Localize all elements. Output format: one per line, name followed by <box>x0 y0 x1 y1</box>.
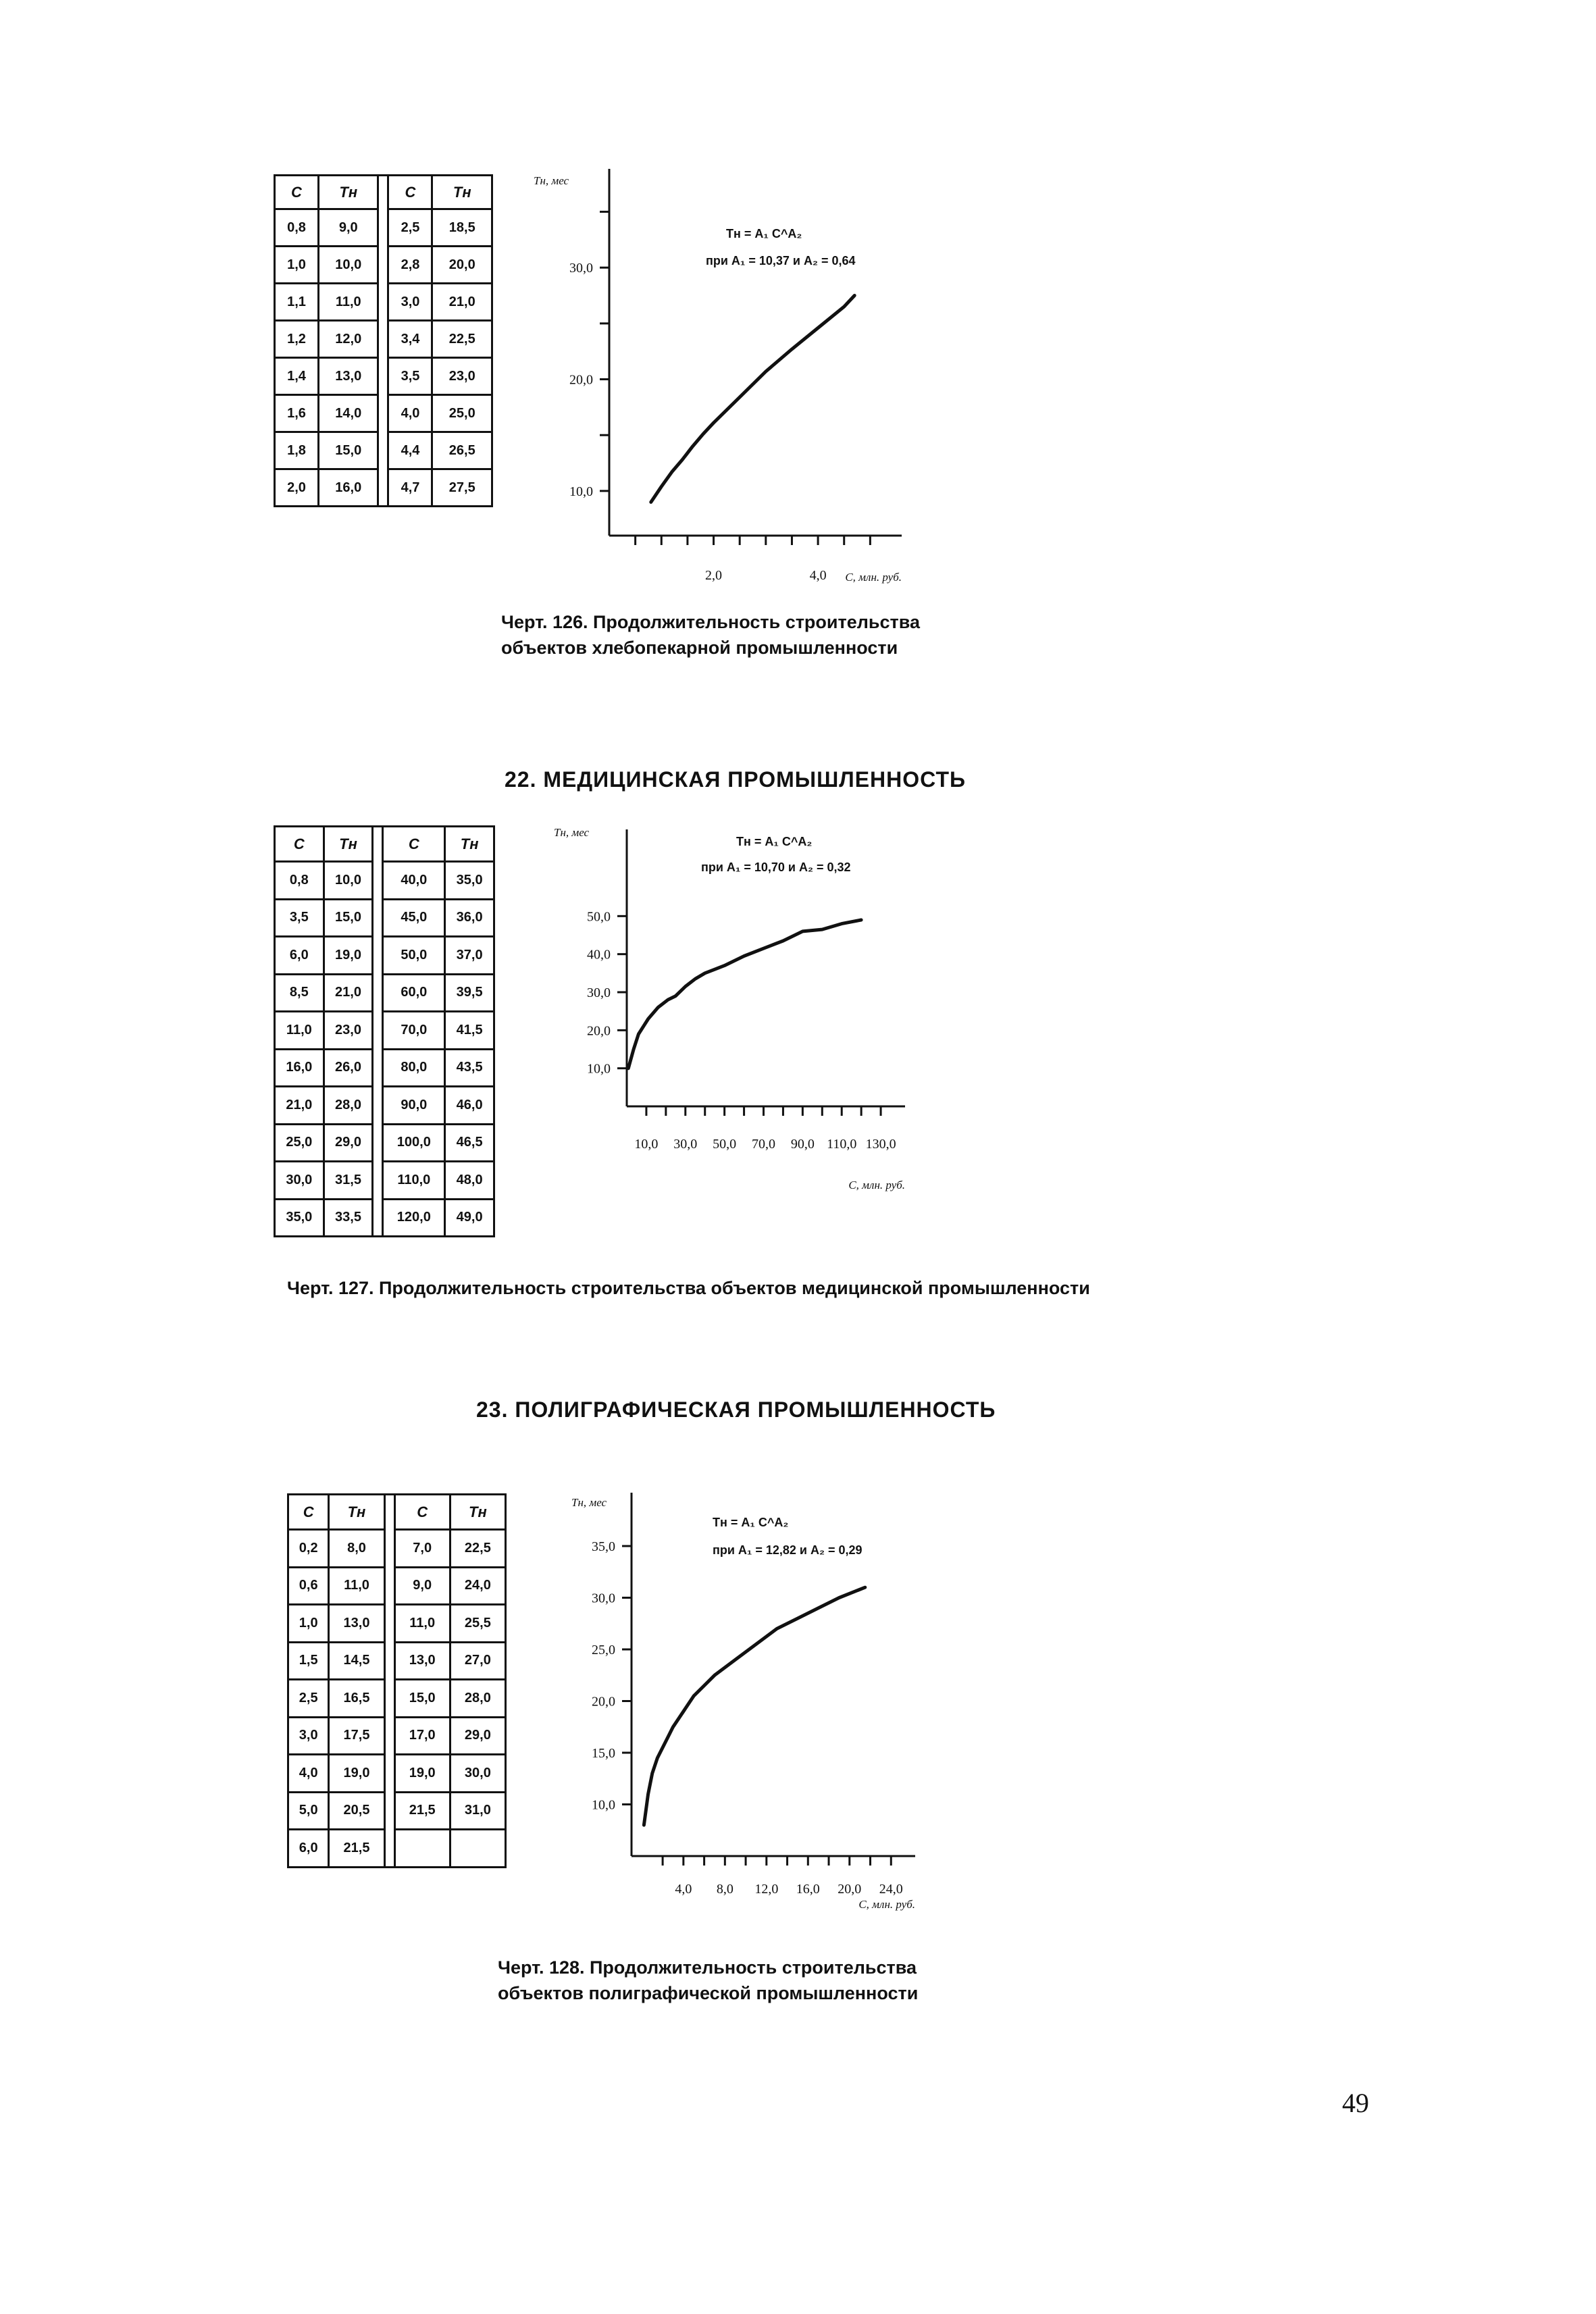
table-cell: 3,0 <box>288 1717 329 1755</box>
col-header: C <box>388 176 432 209</box>
y-tick-label: 30,0 <box>569 261 593 276</box>
table-row <box>275 1162 494 1200</box>
y-tick-label: 10,0 <box>592 1797 615 1813</box>
y-tick-label: 20,0 <box>569 372 593 388</box>
table-cell: 2,0 <box>275 469 319 507</box>
table-cell: 0,2 <box>288 1530 329 1568</box>
x-tick-label: 10,0 <box>634 1137 659 1152</box>
table-cell: 70,0 <box>383 1012 445 1050</box>
table-cell: 49,0 <box>445 1199 494 1237</box>
table-row <box>288 1642 506 1680</box>
table-cell: 8,5 <box>275 974 324 1012</box>
table-row <box>275 1087 494 1125</box>
table-cell: 19,0 <box>324 937 373 975</box>
table-cell: 3,0 <box>388 284 432 321</box>
col-header: C <box>275 176 319 209</box>
page-number: 49 <box>1342 2088 1369 2118</box>
table-cell: 3,4 <box>388 321 432 358</box>
table-cell: 0,8 <box>275 862 324 900</box>
table-row <box>288 1830 506 1868</box>
table-cell: 50,0 <box>383 937 445 975</box>
x-tick-label: 110,0 <box>827 1137 857 1152</box>
table-row <box>288 1567 506 1605</box>
table-row <box>275 209 492 247</box>
table-cell: 37,0 <box>445 937 494 975</box>
table-row <box>275 1012 494 1050</box>
table-cell: 100,0 <box>383 1124 445 1162</box>
table-cell: 13,0 <box>319 358 378 395</box>
table-cell: 21,5 <box>329 1830 384 1868</box>
table-cell: 27,0 <box>450 1642 505 1680</box>
table-cell: 1,4 <box>275 358 319 395</box>
table-cell: 46,5 <box>445 1124 494 1162</box>
y-tick-label: 35,0 <box>592 1539 615 1554</box>
table-cell: 23,0 <box>432 358 492 395</box>
col-header: Tн <box>329 1495 384 1530</box>
table-cell: 30,0 <box>450 1755 505 1793</box>
x-tick-label: 20,0 <box>838 1882 862 1897</box>
table-cell: 20,0 <box>432 247 492 284</box>
table-row <box>275 862 494 900</box>
table-cell: 1,2 <box>275 321 319 358</box>
table-cell: 11,0 <box>394 1605 450 1643</box>
table-cell: 2,5 <box>288 1680 329 1718</box>
table-cell: 40,0 <box>383 862 445 900</box>
x-axis-label: C, млн. руб. <box>858 1898 915 1911</box>
table-cell: 18,5 <box>432 209 492 247</box>
table-cell: 45,0 <box>383 899 445 937</box>
caption-line: объектов полиграфической промышленности <box>498 1983 919 2003</box>
section-heading-22: 22. МЕДИЦИНСКАЯ ПРОМЫШЛЕННОСТЬ <box>505 767 967 792</box>
y-tick-label: 30,0 <box>587 985 611 1000</box>
col-header: Tн <box>432 176 492 209</box>
table-cell: 12,0 <box>319 321 378 358</box>
col-header: C <box>383 827 445 862</box>
x-axis-label: C, млн. руб. <box>845 571 902 584</box>
y-tick-label: 15,0 <box>592 1746 615 1761</box>
col-header: Tн <box>450 1495 505 1530</box>
table-row <box>288 1792 506 1830</box>
table-cell: 19,0 <box>329 1755 384 1793</box>
table-cell: 1,6 <box>275 395 319 432</box>
chart-126 <box>534 162 905 601</box>
table-cell: 15,0 <box>324 899 373 937</box>
table-cell: 80,0 <box>383 1049 445 1087</box>
table-cell: 6,0 <box>288 1830 329 1868</box>
table-row <box>288 1717 506 1755</box>
table-cell: 16,0 <box>275 1049 324 1087</box>
chart-127 <box>554 824 919 1229</box>
table-cell: 13,0 <box>329 1605 384 1643</box>
table-row <box>275 247 492 284</box>
table-cell: 16,5 <box>329 1680 384 1718</box>
col-header: Tн <box>319 176 378 209</box>
table-128 <box>287 1493 507 1868</box>
table-cell: 21,0 <box>324 974 373 1012</box>
section-heading-23: 23. ПОЛИГРАФИЧЕСКАЯ ПРОМЫШЛЕННОСТЬ <box>476 1397 996 1422</box>
col-header: C <box>394 1495 450 1530</box>
table-cell: 17,0 <box>394 1717 450 1755</box>
table-row <box>275 1124 494 1162</box>
table-cell: 2,5 <box>388 209 432 247</box>
formula-params: при A₁ = 10,37 и A₂ = 0,64 <box>706 254 856 267</box>
x-tick-label: 16,0 <box>796 1882 820 1897</box>
table-cell: 4,4 <box>388 432 432 469</box>
y-tick-label: 10,0 <box>587 1061 611 1077</box>
caption-line: Черт. 128. Продолжительность строительства <box>498 1957 917 1978</box>
x-tick-label: 24,0 <box>879 1882 903 1897</box>
table-cell: 6,0 <box>275 937 324 975</box>
table-cell: 31,0 <box>450 1792 505 1830</box>
table-row <box>288 1530 506 1568</box>
y-tick-label: 40,0 <box>587 947 611 962</box>
table-cell: 60,0 <box>383 974 445 1012</box>
x-axis-label: C, млн. руб. <box>848 1179 905 1191</box>
table-cell: 9,0 <box>319 209 378 247</box>
col-header: Tн <box>324 827 373 862</box>
formula-params: при A₁ = 10,70 и A₂ = 0,32 <box>701 860 851 874</box>
table-cell: 13,0 <box>394 1642 450 1680</box>
caption-line: объектов хлебопекарной промышленности <box>501 638 898 658</box>
table-cell: 11,0 <box>275 1012 324 1050</box>
table-cell: 24,0 <box>450 1567 505 1605</box>
caption-126 <box>501 609 920 661</box>
table-cell: 30,0 <box>275 1162 324 1200</box>
table-cell: 14,0 <box>319 395 378 432</box>
table-cell: 35,0 <box>275 1199 324 1237</box>
table-cell: 10,0 <box>319 247 378 284</box>
caption-128 <box>498 1955 918 2006</box>
table-row <box>275 937 494 975</box>
table-127 <box>274 825 495 1237</box>
caption-line: Черт. 126. Продолжительность строительства <box>501 612 920 632</box>
x-tick-label: 70,0 <box>752 1137 775 1152</box>
table-cell: 1,0 <box>288 1605 329 1643</box>
table-cell: 11,0 <box>319 284 378 321</box>
x-tick-label: 90,0 <box>790 1137 815 1152</box>
table-cell: 16,0 <box>319 469 378 507</box>
table-cell: 5,0 <box>288 1792 329 1830</box>
col-header: Tн <box>445 827 494 862</box>
formula: Tн = A₁ C^A₂ <box>726 227 802 240</box>
table-cell: 17,5 <box>329 1717 384 1755</box>
table-cell: 28,0 <box>324 1087 373 1125</box>
table-cell: 43,5 <box>445 1049 494 1087</box>
table-cell: 4,0 <box>288 1755 329 1793</box>
table-cell: 14,5 <box>329 1642 384 1680</box>
x-tick-label: 4,0 <box>809 568 827 583</box>
table-row <box>288 1755 506 1793</box>
y-tick-label: 20,0 <box>592 1694 615 1709</box>
table-cell: 46,0 <box>445 1087 494 1125</box>
table-cell: 4,0 <box>388 395 432 432</box>
table-cell: 4,7 <box>388 469 432 507</box>
x-tick-label: 2,0 <box>705 568 723 583</box>
table-cell: 36,0 <box>445 899 494 937</box>
table-cell: 15,0 <box>394 1680 450 1718</box>
table-cell: 31,5 <box>324 1162 373 1200</box>
table-cell: 21,0 <box>432 284 492 321</box>
table-126 <box>274 174 493 507</box>
table-cell: 25,5 <box>450 1605 505 1643</box>
table-cell: 15,0 <box>319 432 378 469</box>
table-cell: 8,0 <box>329 1530 384 1568</box>
table-cell: 3,5 <box>275 899 324 937</box>
table-cell: 0,8 <box>275 209 319 247</box>
table-cell: 22,5 <box>432 321 492 358</box>
table-cell: 19,0 <box>394 1755 450 1793</box>
table-cell: 10,0 <box>324 862 373 900</box>
y-axis-label: Tн, мес <box>554 826 590 839</box>
table-cell: 22,5 <box>450 1530 505 1568</box>
table-cell: 90,0 <box>383 1087 445 1125</box>
y-tick-label: 50,0 <box>587 909 611 925</box>
table-cell: 1,0 <box>275 247 319 284</box>
table-row <box>275 358 492 395</box>
table-cell: 39,5 <box>445 974 494 1012</box>
table-row <box>288 1680 506 1718</box>
formula: Tн = A₁ C^A₂ <box>736 835 813 848</box>
table-cell: 2,8 <box>388 247 432 284</box>
table-cell: 33,5 <box>324 1199 373 1237</box>
table-cell: 29,0 <box>450 1717 505 1755</box>
table-cell: 35,0 <box>445 862 494 900</box>
table-cell: 1,5 <box>288 1642 329 1680</box>
table-row <box>275 321 492 358</box>
table-cell: 7,0 <box>394 1530 450 1568</box>
table-row <box>275 395 492 432</box>
table-cell: 110,0 <box>383 1162 445 1200</box>
table-cell: 25,0 <box>432 395 492 432</box>
table-cell: 27,5 <box>432 469 492 507</box>
x-tick-label: 50,0 <box>713 1137 737 1152</box>
table-cell: 21,5 <box>394 1792 450 1830</box>
col-header: C <box>288 1495 329 1530</box>
table-cell <box>450 1830 505 1868</box>
y-tick-label: 10,0 <box>569 484 593 499</box>
table-cell: 26,0 <box>324 1049 373 1087</box>
x-tick-label: 8,0 <box>716 1882 733 1897</box>
table-cell: 1,1 <box>275 284 319 321</box>
y-tick-label: 25,0 <box>592 1643 615 1657</box>
caption-127: Черт. 127. Продолжительность строительства объектов медицинской промышленности <box>287 1278 1090 1298</box>
formula-params: при A₁ = 12,82 и A₂ = 0,29 <box>713 1543 863 1557</box>
series-line <box>628 920 861 1069</box>
table-cell: 11,0 <box>329 1567 384 1605</box>
chart-128 <box>571 1486 925 1918</box>
table-row <box>275 974 494 1012</box>
table-cell: 21,0 <box>275 1087 324 1125</box>
table-row <box>275 1199 494 1237</box>
table-row <box>275 899 494 937</box>
y-tick-label: 20,0 <box>587 1023 611 1039</box>
table-cell: 25,0 <box>275 1124 324 1162</box>
table-row <box>275 469 492 507</box>
x-tick-label: 30,0 <box>673 1137 698 1152</box>
y-tick-label: 30,0 <box>592 1591 615 1606</box>
x-tick-label: 12,0 <box>754 1882 779 1897</box>
x-tick-label: 4,0 <box>675 1882 692 1897</box>
table-cell: 23,0 <box>324 1012 373 1050</box>
table-cell: 26,5 <box>432 432 492 469</box>
x-tick-label: 130,0 <box>865 1137 896 1152</box>
y-axis-label: Tн, мес <box>571 1496 607 1509</box>
series-line <box>651 296 854 503</box>
y-axis-label: Tн, мес <box>534 174 569 187</box>
col-header: C <box>275 827 324 862</box>
table-cell: 3,5 <box>388 358 432 395</box>
table-row <box>275 1049 494 1087</box>
table-cell: 20,5 <box>329 1792 384 1830</box>
table-row <box>275 432 492 469</box>
table-cell: 1,8 <box>275 432 319 469</box>
table-cell: 28,0 <box>450 1680 505 1718</box>
table-cell: 0,6 <box>288 1567 329 1605</box>
formula: Tн = A₁ C^A₂ <box>713 1516 789 1529</box>
table-cell <box>394 1830 450 1868</box>
table-row <box>275 284 492 321</box>
table-cell: 48,0 <box>445 1162 494 1200</box>
table-row <box>288 1605 506 1643</box>
series-line <box>644 1587 865 1825</box>
table-cell: 29,0 <box>324 1124 373 1162</box>
table-cell: 120,0 <box>383 1199 445 1237</box>
table-cell: 9,0 <box>394 1567 450 1605</box>
table-cell: 41,5 <box>445 1012 494 1050</box>
